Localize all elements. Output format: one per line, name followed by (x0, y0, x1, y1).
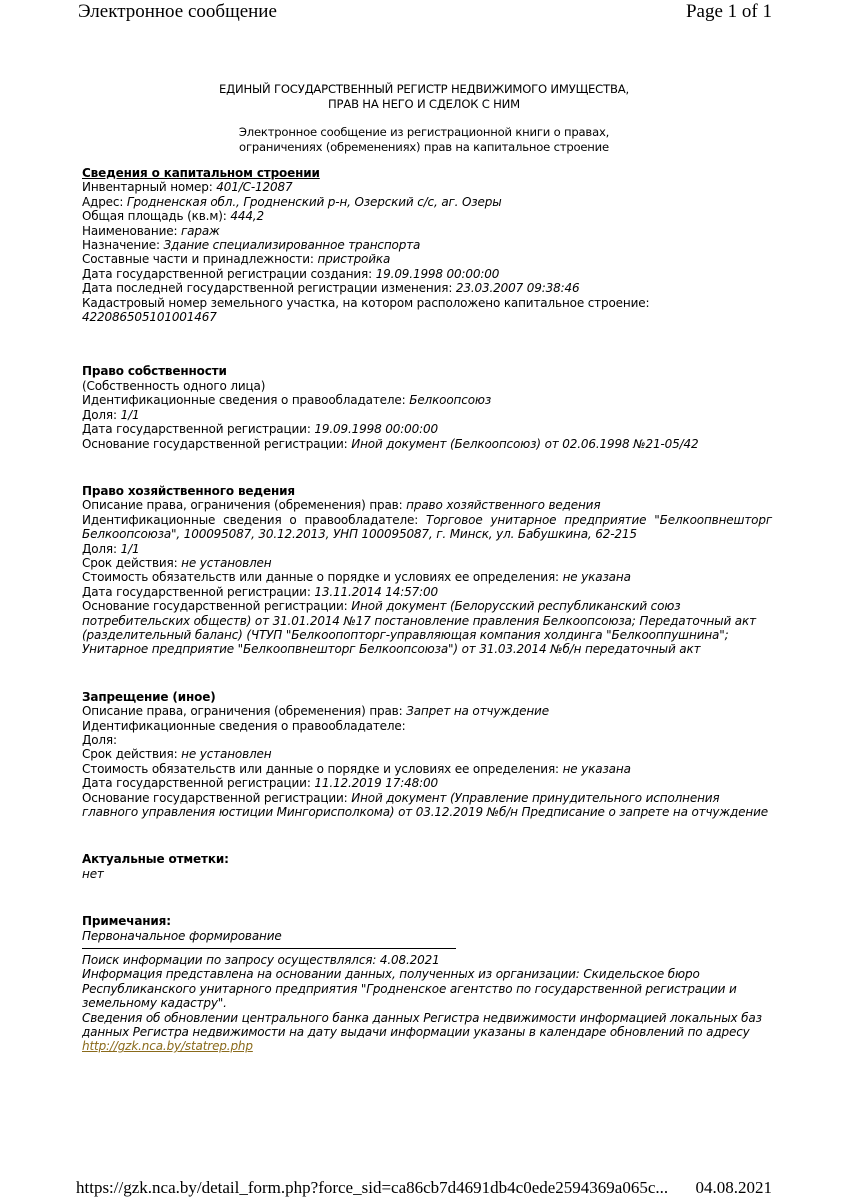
field-label: Дата государственной регистрации: (82, 584, 315, 599)
field-row (82, 733, 772, 747)
field-row (82, 281, 772, 295)
field-row (82, 513, 772, 542)
field-row (82, 408, 772, 422)
field-row (82, 776, 772, 790)
page-url: https://gzk.nca.by/detail_form.php?force_sid=ca86cb7d4691db4c0ede2594369a065c... (76, 1178, 669, 1197)
field-value: 13.11.2014 14:57:00 (314, 584, 438, 599)
field-row (82, 747, 772, 761)
field-value: гараж (181, 223, 220, 238)
field-value: право хозяйственного ведения (406, 498, 601, 513)
field-value: Запрет на отчуждение (406, 704, 549, 719)
heading-line-1: ЕДИНЫЙ ГОСУДАРСТВЕННЫЙ РЕГИСТР НЕДВИЖИМОГО ИМУЩЕСТВА, (219, 82, 629, 96)
field-row (82, 762, 772, 776)
field-label: Адрес: (82, 194, 127, 209)
field-row (82, 209, 772, 223)
print-header-title: Электронное сообщение (78, 1, 277, 22)
section-building (82, 166, 772, 324)
field-row (82, 437, 772, 451)
field-label: Назначение: (82, 238, 164, 253)
field-label: Идентификационные сведения о правообладателе: (82, 718, 406, 733)
register-heading (0, 82, 848, 112)
field-value: Белкоопсоюз (409, 393, 492, 408)
document-body (82, 166, 772, 971)
prohibition-rows (82, 704, 772, 819)
field-row (82, 180, 772, 194)
field-value: не установлен (181, 555, 272, 570)
section-prohibition (82, 690, 772, 820)
section-title: Сведения о капитальном строении (82, 166, 320, 180)
search-date: Поиск информации по запросу осуществлялся: 4.08.2021 (82, 953, 440, 967)
cadastral-number: 422086505101001467 (82, 310, 217, 325)
section-title: Актуальные отметки: (82, 852, 229, 867)
field-row (82, 704, 772, 718)
field-value: 1/1 (120, 541, 140, 556)
subtitle-line-1: Электронное сообщение из регистрационной книги о правах, (238, 125, 610, 139)
field-label: Основание государственной регистрации: (82, 436, 352, 451)
field-label: Стоимость обязательств или данные о порядке и условиях ее определения: (82, 761, 563, 776)
field-row (82, 719, 772, 733)
document-subtitle (0, 125, 848, 155)
field-row (82, 542, 772, 556)
field-label: Основание государственной регистрации: (82, 790, 352, 805)
field-row (82, 570, 772, 584)
field-row (82, 556, 772, 570)
field-row (82, 422, 772, 436)
field-label: Срок действия: (82, 747, 182, 762)
field-label: Составные части и принадлежности: (82, 252, 318, 267)
field-row (82, 791, 772, 820)
field-label: Доля: (82, 541, 121, 556)
field-row (82, 498, 772, 512)
field-value: Здание специализированное транспорта (163, 238, 421, 253)
field-value: Иной документ (Белкоопсоюз) от 02.06.1998 №21-05/42 (351, 436, 699, 451)
field-value: пристройка (317, 252, 391, 267)
field-label: Доля: (82, 733, 117, 747)
field-label: Дата государственной регистрации создания: (82, 266, 376, 281)
field-label: Описание права, ограничения (обременения) прав: (82, 498, 407, 513)
section-title: Право хозяйственного ведения (82, 483, 295, 498)
section-title: Примечания: (82, 914, 171, 929)
section-title: Право собственности (82, 364, 227, 379)
field-row (82, 195, 772, 209)
field-value: не установлен (181, 747, 272, 762)
subtitle-line-2: ограничениях (обременениях) прав на капитальное строение (239, 140, 609, 154)
field-value: Иной документ (Белорусский республиканский союз потребительских обществ) от 31.01.2014 №17 постановление правления Белкоопсоюза; Передаточный акт (разделительный баланс) (ЧТУП "Белкоопопторг-управляющая компания холдинга "Белкооппушнина"; Унитарное предприятие "Белкоопвнешторг Белкоопсоюза") от 31.03.2014 №б/н передаточный акт (82, 599, 756, 657)
data-source: Информация представлена на основании данных, полученных из организации: Скидельское бюро Республиканского унитарного предприятия "Гродненское агентство по государственной регистрации и земельному кадастру". (82, 967, 737, 1011)
ownership-rows (82, 393, 772, 451)
field-value: 11.12.2019 17:48:00 (314, 776, 438, 791)
economic-rows (82, 498, 772, 656)
field-row (82, 238, 772, 252)
field-value: Иной документ (Управление принудительного исполнения главного управления юстиции Мингорисполкома) от 03.12.2019 №б/н Предписание о запрете на отчуждение (82, 790, 768, 820)
field-value: 19.09.1998 00:00:00 (375, 266, 500, 281)
field-value: Гродненская обл., Гродненский р-н, Озерский с/с, аг. Озеры (126, 194, 502, 209)
field-label: Дата государственной регистрации: (82, 776, 315, 791)
field-row (82, 224, 772, 238)
field-label: Общая площадь (кв.м): (82, 209, 231, 224)
field-label: Описание права, ограничения (обременения) прав: (82, 704, 407, 719)
field-label: Дата государственной регистрации: (82, 422, 315, 437)
field-value: 401/С-12087 (216, 180, 293, 195)
field-value: 444,2 (230, 209, 264, 224)
field-row (82, 393, 772, 407)
section-actual-marks (82, 852, 772, 881)
field-value: не указана (562, 761, 631, 776)
field-label: Стоимость обязательств или данные о порядке и условиях ее определения: (82, 570, 563, 585)
field-value: 23.03.2007 09:38:46 (455, 281, 580, 296)
heading-line-2: ПРАВ НА НЕГО И СДЕЛОК С НИМ (328, 97, 520, 111)
marks-value: нет (82, 866, 104, 881)
field-label: Дата последней государственной регистрации изменения: (82, 281, 456, 296)
section-notes (82, 914, 772, 943)
ownership-kind: (Собственность одного лица) (82, 378, 266, 393)
field-label: Инвентарный номер: (82, 180, 217, 195)
section-ownership (82, 364, 772, 450)
field-label: Основание государственной регистрации: (82, 599, 352, 614)
notes-value: Первоначальное формирование (82, 928, 282, 943)
field-label: Срок действия: (82, 555, 182, 570)
statrep-link[interactable]: http://gzk.nca.by/statrep.php (82, 1039, 253, 1054)
page-number: Page 1 of 1 (685, 1, 772, 22)
field-value: не указана (562, 570, 631, 585)
print-footer (0, 1176, 848, 1200)
footer-notes (82, 948, 772, 1054)
field-label: Доля: (82, 407, 121, 422)
field-label: Идентификационные сведения о правообладателе: (82, 393, 410, 408)
field-label: Идентификационные сведения о правообладателе: (82, 512, 427, 527)
field-row (82, 267, 772, 281)
field-value: 19.09.1998 00:00:00 (314, 422, 438, 437)
section-title: Запрещение (иное) (82, 689, 216, 704)
update-info: Сведения об обновлении центрального банка данных Регистра недвижимости информацией локальных баз данных Регистра недвижимости на дату выдачи информации указаны в календаре обновлений по адресу (82, 1010, 762, 1040)
field-row (82, 599, 772, 657)
field-value: 1/1 (120, 407, 140, 422)
divider (82, 948, 456, 949)
print-date: 04.08.2021 (695, 1178, 772, 1197)
field-row (82, 585, 772, 599)
building-rows (82, 180, 772, 295)
field-value: Торговое унитарное предприятие "Белкоопвнешторг Белкоопсоюза", 100095087, 30.12.2013, УНП 100095087, г. Минск, ул. Бабушкина, 62-215 (82, 512, 772, 542)
section-economic-management (82, 484, 772, 657)
field-label: Наименование: (82, 223, 182, 238)
print-header (0, 0, 848, 26)
field-row (82, 252, 772, 266)
cadastral-label: Кадастровый номер земельного участка, на котором расположено капитальное строение: (82, 295, 650, 310)
